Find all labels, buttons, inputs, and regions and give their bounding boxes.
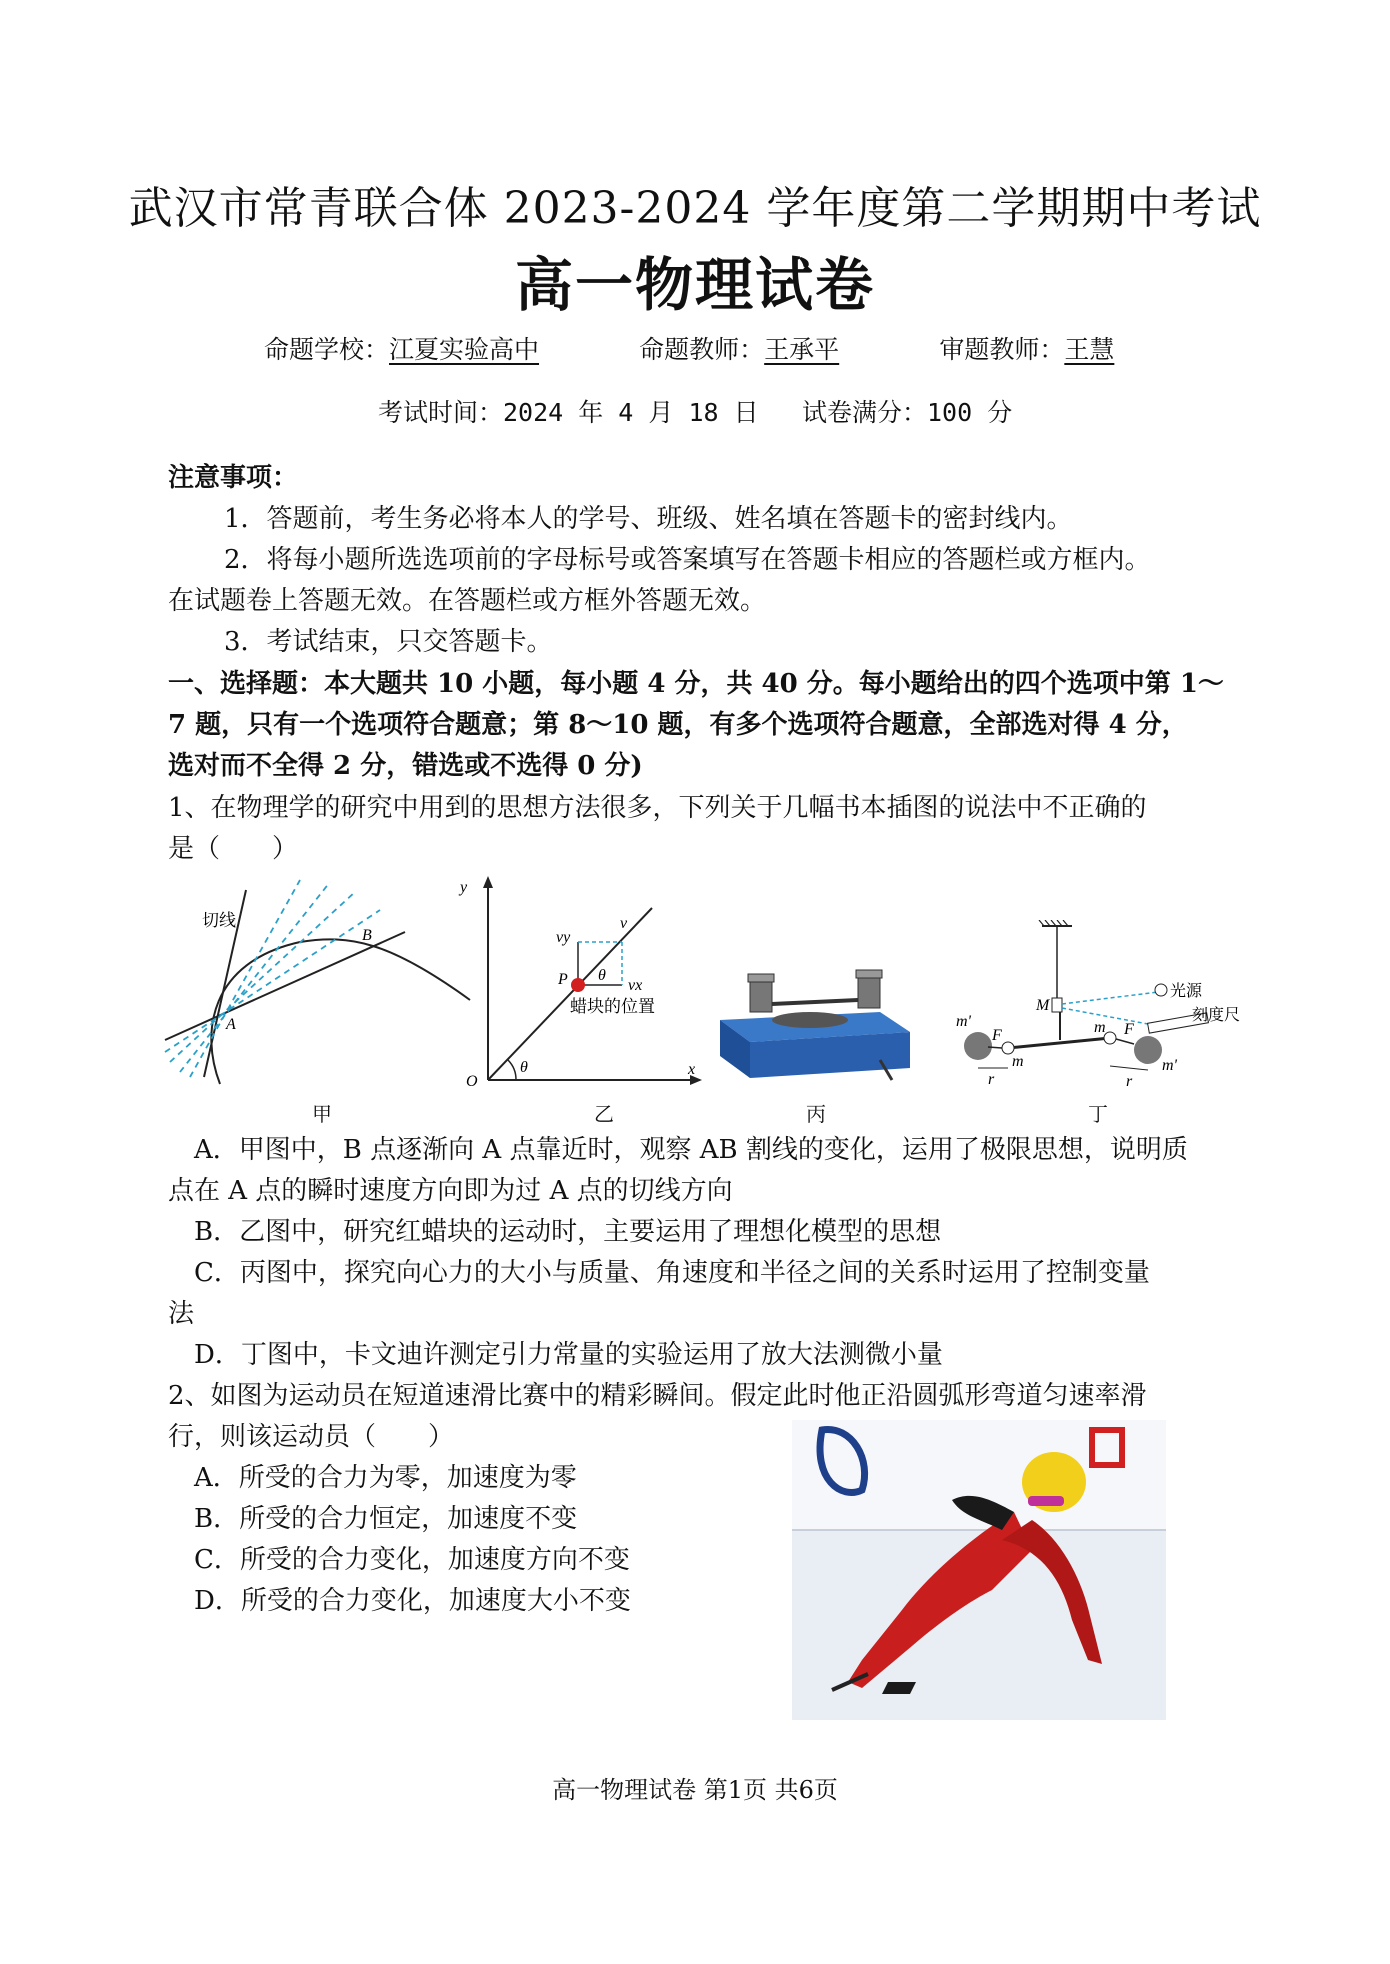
yi-v-label: v <box>620 915 628 932</box>
jia-tangent-label: 切线 <box>202 911 236 930</box>
jia-point-b: B <box>362 927 372 944</box>
ding-r2-label: r <box>1126 1073 1133 1090</box>
q2-option-b: B．所受的合力恒定，加速度不变 <box>194 1504 578 1534</box>
q2-option-a: A．所受的合力为零，加速度为零 <box>194 1463 577 1493</box>
yi-angle-label-2: θ <box>598 967 606 984</box>
ding-light-ray-1 <box>1062 992 1158 1004</box>
yi-y-label: y <box>460 879 468 896</box>
ding-force-left <box>988 1047 1002 1048</box>
reviewer-label: 审题教师： <box>939 335 1065 364</box>
ding-light-source <box>1155 984 1167 996</box>
figure-bing <box>710 960 920 1090</box>
q1-option-a-cont: 点在 A 点的瞬时速度方向即为过 A 点的切线方向 <box>168 1176 733 1206</box>
skater-goggles <box>1028 1496 1064 1506</box>
teacher: 王承平 <box>764 335 840 364</box>
exam-title: 武汉市常青联合体 2023-2024 学年度第二学期期中考试 <box>128 183 1262 234</box>
q1-stem-cont: 是（ ） <box>168 834 299 864</box>
yi-y-arrow <box>483 876 493 888</box>
ding-m-label: M <box>1036 997 1050 1014</box>
school-label: 命题学校： <box>264 335 390 364</box>
notice-item-2: 2．将每小题所选选项前的字母标号或答案填写在答题卡相应的答题栏或方框内。 <box>224 545 1151 575</box>
section-1-line-1: 一、选择题：本大题共 10 小题，每小题 4 分，共 40 分。每小题给出的四个选项中第 1～ <box>168 669 1224 699</box>
ding-mirror <box>1052 998 1062 1012</box>
yi-wax-label: 蜡块的位置 <box>570 997 655 1016</box>
ding-small-m-left: m <box>1012 1053 1024 1070</box>
figure-ding-caption: 丁 <box>1088 1104 1108 1126</box>
figure-yi-caption: 乙 <box>594 1104 614 1126</box>
teacher-label: 命题教师： <box>639 335 765 364</box>
q2-option-d: D．所受的合力变化，加速度大小不变 <box>194 1586 631 1616</box>
bing-tower-right <box>858 976 880 1008</box>
jia-point-a: A <box>226 1016 236 1033</box>
yi-origin-label: O <box>466 1073 478 1090</box>
section-1-line-3: 选对而不全得 2 分，错选或不选得 0 分) <box>168 751 643 781</box>
jia-dashed-4 <box>190 880 300 1077</box>
ding-f1-label: F <box>992 1027 1002 1044</box>
ding-force-right <box>1116 1039 1134 1044</box>
ding-small-m-right: m <box>1094 1019 1106 1036</box>
figure-ding <box>948 920 1248 1090</box>
figure-jia <box>160 872 480 1092</box>
q1-option-c: C．丙图中，探究向心力的大小与质量、角速度和半径之间的关系时运用了控制变量 <box>194 1258 1150 1288</box>
figure-yi <box>458 872 708 1092</box>
jia-dashed-3 <box>165 910 380 1052</box>
jia-dashed-2 <box>170 892 355 1062</box>
yi-vy-label: vy <box>556 929 571 946</box>
q1-option-b: B．乙图中，研究红蜡块的运动时，主要运用了理想化模型的思想 <box>194 1217 942 1247</box>
ding-m2-label: m' <box>1162 1057 1177 1074</box>
exam-authors <box>264 330 1114 366</box>
ding-scale-label: 刻度尺 <box>1192 1007 1241 1024</box>
q2-stem: 2、如图为运动员在短道速滑比赛中的精彩瞬间。假定此时他正沿圆弧形弯道匀速率滑 <box>168 1381 1147 1411</box>
exam-subject-title: 高一物理试卷 <box>514 251 875 319</box>
ding-small-ball-right <box>1104 1032 1116 1044</box>
q1-option-d: D．丁图中，卡文迪许测定引力常量的实验运用了放大法测微小量 <box>194 1340 943 1370</box>
yi-angle-label: θ <box>520 1059 528 1076</box>
bing-pulley <box>772 1012 848 1028</box>
page-footer: 高一物理试卷 第1页 共6页 <box>552 1776 838 1804</box>
ding-m1-label: m' <box>956 1013 971 1030</box>
notice-item-2-cont: 在试题卷上答题无效。在答题栏或方框外答题无效。 <box>168 586 767 616</box>
ding-big-ball-right <box>1134 1036 1162 1064</box>
exam-time: 考试时间：2024 年 4 月 18 日 <box>378 398 759 427</box>
skater-photo <box>792 1420 1166 1720</box>
q2-stem-cont: 行，则该运动员（ ） <box>168 1422 455 1452</box>
notice-item-1: 1．答题前，考生务必将本人的学号、班级、姓名填在答题卡的密封线内。 <box>224 504 1073 534</box>
yi-wax-block <box>571 978 585 992</box>
bing-arm <box>772 1000 858 1004</box>
yi-point-p: P <box>558 971 568 988</box>
ding-r-right <box>1110 1066 1148 1070</box>
yi-x-label: x <box>688 1061 696 1078</box>
jia-secant-line <box>165 932 405 1040</box>
figure-bing-caption: 丙 <box>806 1104 826 1126</box>
bing-cap-left <box>748 974 774 982</box>
yi-angle-arc <box>508 1060 516 1080</box>
ding-f2-label: F <box>1124 1021 1134 1038</box>
q1-option-a: A．甲图中，B 点逐渐向 A 点靠近时，观察 AB 割线的变化，运用了极限思想，说明质 <box>194 1135 1188 1165</box>
q1-option-c-cont: 法 <box>168 1299 195 1329</box>
q1-stem: 1、在物理学的研究中用到的思想方法很多，下列关于几幅书本插图的说法中不正确的 <box>168 793 1147 823</box>
ding-r1-label: r <box>988 1071 995 1088</box>
ding-light-label: 光源 <box>1170 983 1203 1000</box>
yi-vx-label: vx <box>628 977 643 994</box>
notice-heading: 注意事项： <box>168 463 299 493</box>
bing-cap-right <box>856 970 882 978</box>
figure-jia-caption: 甲 <box>312 1104 332 1126</box>
exam-score: 试卷满分：100 分 <box>802 398 1013 427</box>
q2-option-c: C．所受的合力变化，加速度方向不变 <box>194 1545 630 1575</box>
bing-tower-left <box>750 980 772 1012</box>
notice-item-3: 3．考试结束，只交答题卡。 <box>224 627 553 657</box>
reviewer: 王慧 <box>1064 335 1115 364</box>
section-1-line-2: 7 题，只有一个选项符合题意；第 8～10 题，有多个选项符合题意，全部选对得 4 分， <box>168 710 1188 740</box>
ding-big-ball-left <box>964 1032 992 1060</box>
school: 江夏实验高中 <box>389 335 540 364</box>
photo-cone <box>882 1682 916 1694</box>
